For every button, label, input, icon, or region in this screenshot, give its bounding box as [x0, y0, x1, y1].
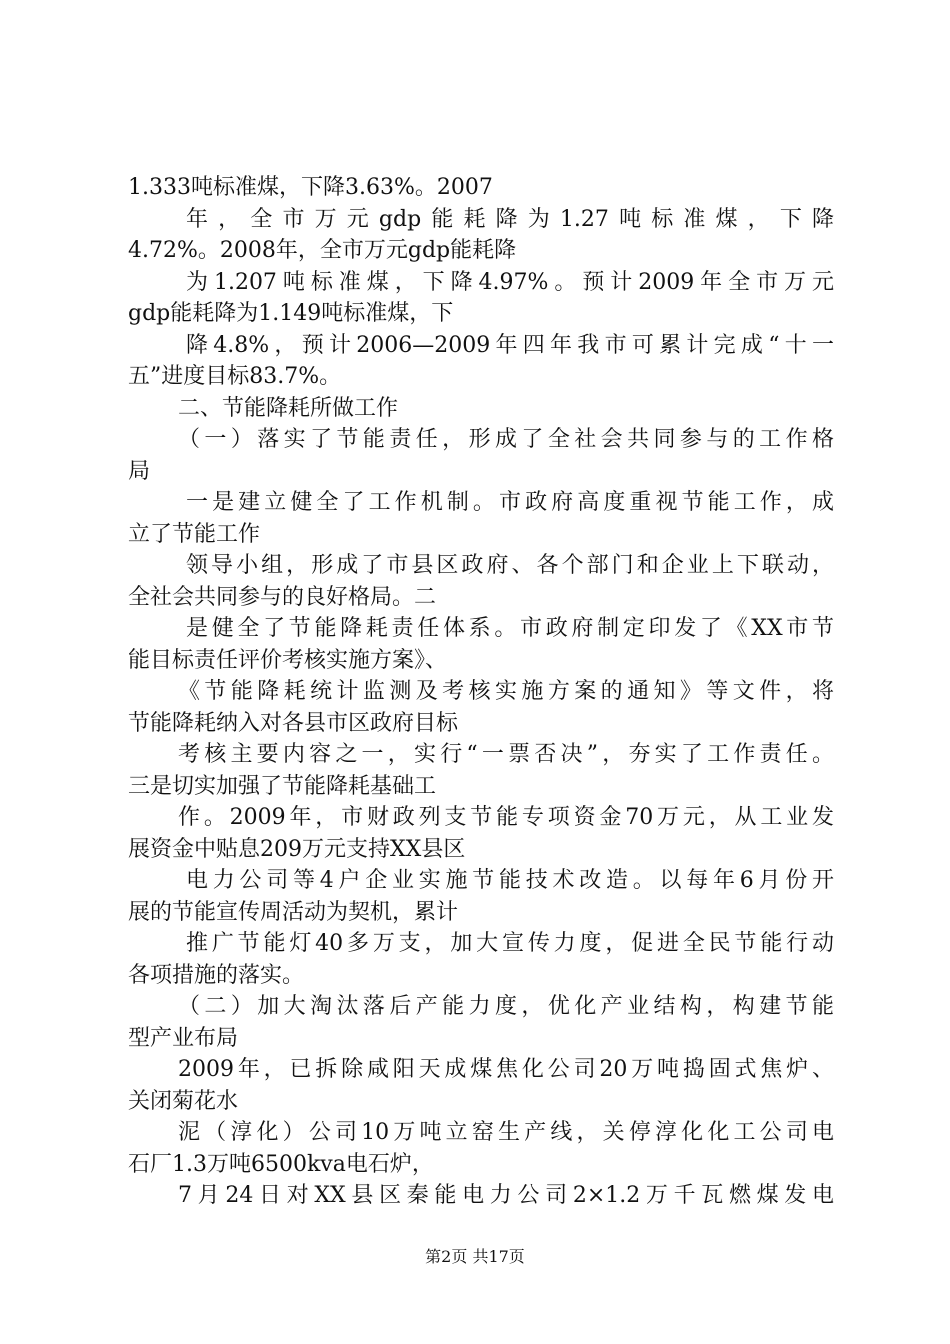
text-line: 展的节能宣传周活动为契机，累计	[128, 899, 459, 925]
text-line: 领导小组，形成了市县区政府、各个部门和企业上下联动，	[186, 553, 834, 578]
text-line: 电力公司等4户企业实施节能技术改造。以每年6月份开	[186, 868, 834, 893]
text-line: 石厂1.3万吨6500kva电石炉，	[128, 1151, 434, 1177]
text-line: 4.72%。2008年，全市万元gdp能耗降	[128, 238, 517, 263]
text-line: 为1.207吨标准煤，下降4.97%。预计2009年全市万元	[186, 269, 834, 295]
text-line: 五”进度目标83.7%。	[128, 364, 342, 389]
text-line: 能目标责任评价考核实施方案》、	[128, 647, 448, 673]
text-line: 7月24日对XX县区秦能电力公司2×1.2万千瓦燃煤发电	[178, 1183, 834, 1208]
section-heading: 二、节能降耗所做工作	[178, 395, 399, 421]
text-line: 是健全了节能降耗责任体系。市政府制定印发了《XX市节	[186, 616, 834, 641]
text-line: 降4.8%，预计2006—2009年四年我市可累计完成“十一	[186, 332, 834, 358]
text-line: gdp能耗降为1.149吨标准煤，下	[128, 301, 454, 326]
text-line: 各项措施的落实。	[128, 962, 305, 988]
body-text	[128, 172, 834, 1212]
text-line: 《节能降耗统计监测及考核实施方案的通知》等文件，将	[178, 679, 834, 704]
text-line: 2009年，已拆除咸阳天成煤焦化公司20万吨捣固式焦炉、	[178, 1057, 834, 1082]
text-line: 全社会共同参与的良好格局。二	[128, 584, 437, 610]
subsection-heading: （二）加大淘汰落后产能力度，优化产业结构，构建节能	[178, 994, 834, 1019]
text-line: 局	[128, 458, 151, 484]
text-line: 型产业布局	[128, 1025, 239, 1051]
text-line: 三是切实加强了节能降耗基础工	[128, 773, 437, 799]
text-line: 关闭菊花水	[128, 1088, 239, 1114]
text-line: 考核主要内容之一，实行“一票否决”，夯实了工作责任。	[178, 742, 834, 767]
text-line: 作。2009年，市财政列支节能专项资金70万元，从工业发	[178, 805, 834, 830]
text-line: 节能降耗纳入对各县市区政府目标	[128, 710, 459, 736]
text-line: 1.333吨标准煤，下降3.63%。2007	[128, 175, 493, 200]
subsection-heading: （一）落实了节能责任，形成了全社会共同参与的工作格	[178, 427, 834, 452]
text-line: 一是建立健全了工作机制。市政府高度重视节能工作，成	[186, 490, 834, 515]
text-line: 立了节能工作	[128, 521, 261, 547]
text-line: 展资金中贴息209万元支持XX县区	[128, 836, 466, 862]
text-line: 推广节能灯40多万支，加大宣传力度，促进全民节能行动	[186, 931, 834, 956]
page-footer: 第2页 共17页	[425, 1247, 525, 1266]
text-line: 年，全市万元gdp能耗降为1.27吨标准煤，下降	[186, 206, 834, 232]
text-line: 泥（淳化）公司10万吨立窑生产线，关停淳化化工公司电	[178, 1120, 834, 1145]
